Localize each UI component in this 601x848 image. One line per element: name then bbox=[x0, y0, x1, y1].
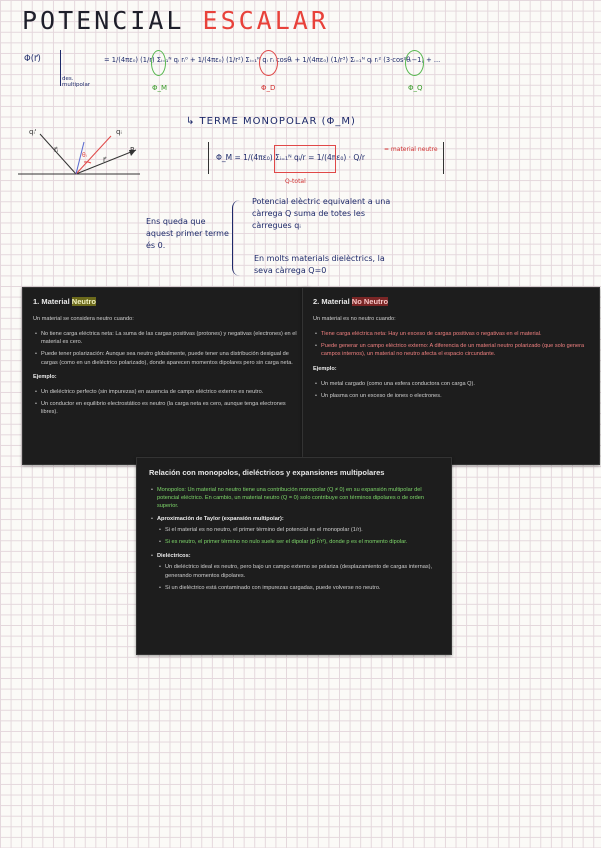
list-item: • Puede generar un campo eléctrico externo: A diferencia de un material neutro polarizado (que solo genera campos internos), un material no neutro afecta el espacio circundante. bbox=[321, 342, 589, 358]
title-part-2: ESCALAR bbox=[202, 6, 329, 35]
equivalent-charge-note: Potencial elèctric equivalent a una càrrega Q suma de totes les càrregues qᵢ bbox=[252, 197, 391, 230]
list-item-taylor: • Aproximación de Taylor (expansión multipolar): • Si el material es no neutro, el primer término del potencial es el monopolar (1/r). • Si es neutro, el primer término no nulo suele ser el dipolar (p⃗·r̂/r²), donde p es el momento dipolar. bbox=[157, 515, 439, 547]
diagram-label-qi-prime: qᵢ' bbox=[29, 128, 37, 136]
list-item: • Un metal cargado (como una esfera conductora con carga Q). bbox=[321, 380, 589, 388]
diagram-label-r: r⃗ bbox=[103, 156, 106, 164]
multipole-relation-card bbox=[136, 457, 452, 655]
diagram-label-ri: r⃗ᵢ bbox=[54, 146, 59, 154]
non-neutral-material-card bbox=[302, 287, 600, 465]
non-neutral-card-list bbox=[313, 330, 589, 359]
label-phi-m: Φ_M bbox=[152, 84, 168, 92]
list-item: • No tiene carga eléctrica neta: La suma de las cargas positivas (protones) y negativas (electrones) en el material es cero. bbox=[41, 330, 299, 346]
relation-card-list bbox=[149, 486, 439, 592]
diagram-label-theta: θᵢ bbox=[82, 152, 87, 159]
relation-card-title: Relación con monopolos, dieléctricos y expansiones multipolares bbox=[149, 468, 385, 477]
diagram-label-qi: qᵢ bbox=[116, 128, 122, 136]
q-total-box bbox=[274, 145, 336, 173]
non-neutral-card-title: 2. Material No Neutro bbox=[313, 297, 389, 306]
label-phi-d: Φ_D bbox=[261, 84, 276, 92]
non-neutral-example-list bbox=[313, 380, 589, 400]
list-item: • Tiene carga eléctrica neta: Hay un exceso de cargas positivas o negativas en el material. bbox=[321, 330, 589, 338]
label-phi-q: Φ_Q bbox=[408, 84, 423, 92]
q-total-label: Q-total bbox=[285, 178, 306, 185]
monopolar-formula: Φ_M = 1/(4πε₀) Σᵢ₌₁ᴺ qᵢ/r = 1/(4πε₀) · Q/r bbox=[216, 153, 365, 162]
neutral-card-list bbox=[33, 330, 299, 367]
title-part-1: POTENCIAL bbox=[22, 6, 185, 35]
annotation-brace bbox=[232, 200, 243, 276]
list-item: • Si un dieléctrico está contaminado con impurezas cargadas, puede volverse no neutro. bbox=[165, 584, 439, 592]
equation-lhs: Φ(r⃗) bbox=[24, 54, 41, 64]
equation-lhs-sub: des. multipolar bbox=[62, 76, 91, 88]
multipole-expansion: = 1/(4πε₀) (1/r) Σᵢ₌₁ᴺ qᵢ rᵢ⁰ + 1/(4πε₀) (1/r²) Σᵢ₌₁ᴺ qᵢ rᵢ cosθᵢ + 1/(4πε₀) (1/r³) Σᵢ₌₁ᴺ qᵢ rᵢ² (3·cos²θᵢ−1) + ... bbox=[104, 56, 441, 64]
diagram-angle-arc bbox=[84, 162, 91, 163]
list-item: • Si es neutro, el primer término no nulo suele ser el dipolar (p⃗·r̂/r²), donde p es el momento dipolar. bbox=[165, 538, 439, 546]
diagram-label-p: P bbox=[130, 146, 135, 154]
dielectric-charge-note: En molts materials dielèctrics, la seva càrrega Q=0 bbox=[254, 254, 385, 275]
monopole-term-circle bbox=[151, 50, 166, 76]
list-item: • Puede tener polarización: Aunque sea neutro globalmente, puede tener una distribución desigual de cargas (como en un dieléctrico polarizado), donde aparecen momentos dipolares pero sin carga neta. bbox=[41, 350, 299, 366]
list-item: • Monopolos: Un material no neutro tiene una contribución monopolar (Q ≠ 0) en su expansión multipolar del potencial eléctrico. En cambio, un material neutro (Q = 0) solo contribuye con términos dipolares o de orden superior. bbox=[157, 486, 439, 511]
neutral-example-title: Ejemplo: bbox=[33, 373, 57, 380]
neutral-material-card bbox=[22, 287, 310, 465]
non-neutral-card-intro: Un material es no neutro cuando: bbox=[313, 316, 396, 322]
quadrupole-term-circle bbox=[405, 50, 424, 76]
neutral-card-title: 1. Material Neutro bbox=[33, 297, 96, 306]
taylor-sublist bbox=[157, 526, 439, 546]
non-neutral-example-title: Ejemplo: bbox=[313, 365, 337, 372]
list-item-dielectric: • Dieléctricos: • Un dieléctrico ideal es neutro, pero bajo un campo externo se polariza (desplazamiento de cargas internas), generando momentos dipolares. • Si un dieléctrico está contaminado con impurezas cargadas, puede volverse no neutro. bbox=[157, 552, 439, 592]
neutral-card-intro: Un material se considera neutro cuando: bbox=[33, 316, 134, 322]
monopolar-heading: ↳ TERME MONOPOLAR (Φ_M) bbox=[186, 116, 356, 127]
list-item: • Un plasma con un exceso de iones o electrones. bbox=[321, 392, 589, 400]
dielectric-sublist bbox=[157, 563, 439, 592]
first-term-zero-note: Ens queda que aquest primer terme és 0. bbox=[146, 217, 229, 250]
list-item: • Un dieléctrico ideal es neutro, pero bajo un campo externo se polariza (desplazamiento de cargas internas), generando momentos dipolares. bbox=[165, 563, 439, 579]
list-item: • Un dieléctrico perfecto (sin impurezas) en ausencia de campo eléctrico externo es neutro. bbox=[41, 388, 299, 396]
neutral-example-list bbox=[33, 388, 299, 417]
list-item: • Si el material es no neutro, el primer término del potencial es el monopolar (1/r). bbox=[165, 526, 439, 534]
eval-bar bbox=[60, 50, 61, 86]
neutral-material-note: = material neutre bbox=[384, 146, 438, 153]
page-title bbox=[22, 6, 329, 35]
dipole-term-circle bbox=[259, 50, 278, 76]
list-item: • Un conductor en equilibrio electrostático es neutro (la carga neta es cero, aunque tenga electrones libres). bbox=[41, 400, 299, 416]
diagram-vector-qi-prime bbox=[40, 134, 76, 174]
